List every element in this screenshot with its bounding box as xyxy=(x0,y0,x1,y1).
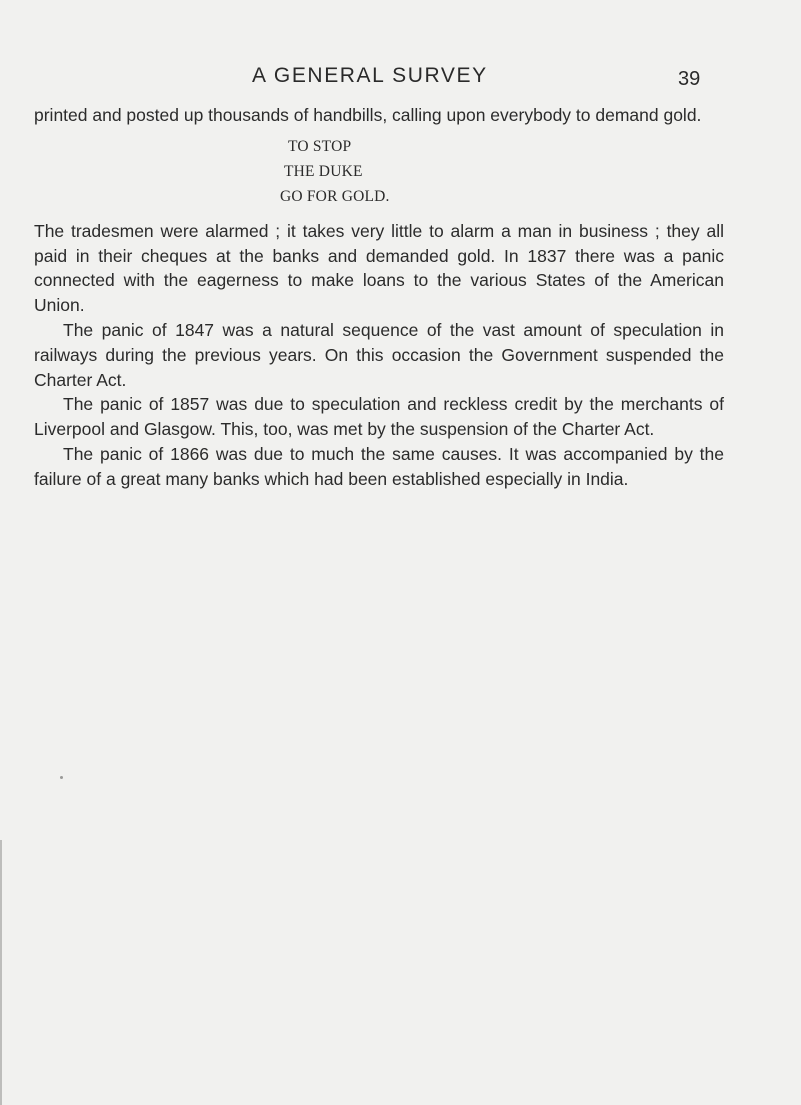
page-number: 39 xyxy=(678,68,701,90)
paragraph-tradesmen: The tradesmen were alarmed ; it takes very little to alarm a man in business ; they all paid in their cheques at the banks and demanded gold. In 1837 there was a panic connected with the eagerness to make loans to the various States of the American Union. xyxy=(34,220,724,316)
handbill-line-1: TO STOP xyxy=(288,137,352,155)
paragraph-panic-1866: The panic of 1866 was due to much the same causes. It was accompanied by the failure of a great many banks which had been established especially in India. xyxy=(34,443,724,489)
handbill-line-3: GO FOR GOLD. xyxy=(280,187,390,205)
running-head xyxy=(0,62,801,94)
running-title: A GENERAL SURVEY xyxy=(252,64,488,87)
paper-speck xyxy=(60,776,63,779)
body-text xyxy=(34,103,724,492)
page-edge-shadow xyxy=(0,840,2,1105)
paragraph-handbills: printed and posted up thousands of handbills, calling upon everybody to demand gold. xyxy=(34,105,702,125)
paragraph-panic-1847: The panic of 1847 was a natural sequence of the vast amount of speculation in railways during the previous years. On this occasion the Government suspended the Charter Act. xyxy=(34,319,724,390)
paragraph-panic-1857: The panic of 1857 was due to speculation and reckless credit by the merchants of Liverpool and Glasgow. This, too, was met by the suspension of the Charter Act. xyxy=(34,394,724,440)
handbill-quote xyxy=(34,134,724,209)
handbill-line-2: THE DUKE xyxy=(284,162,363,180)
